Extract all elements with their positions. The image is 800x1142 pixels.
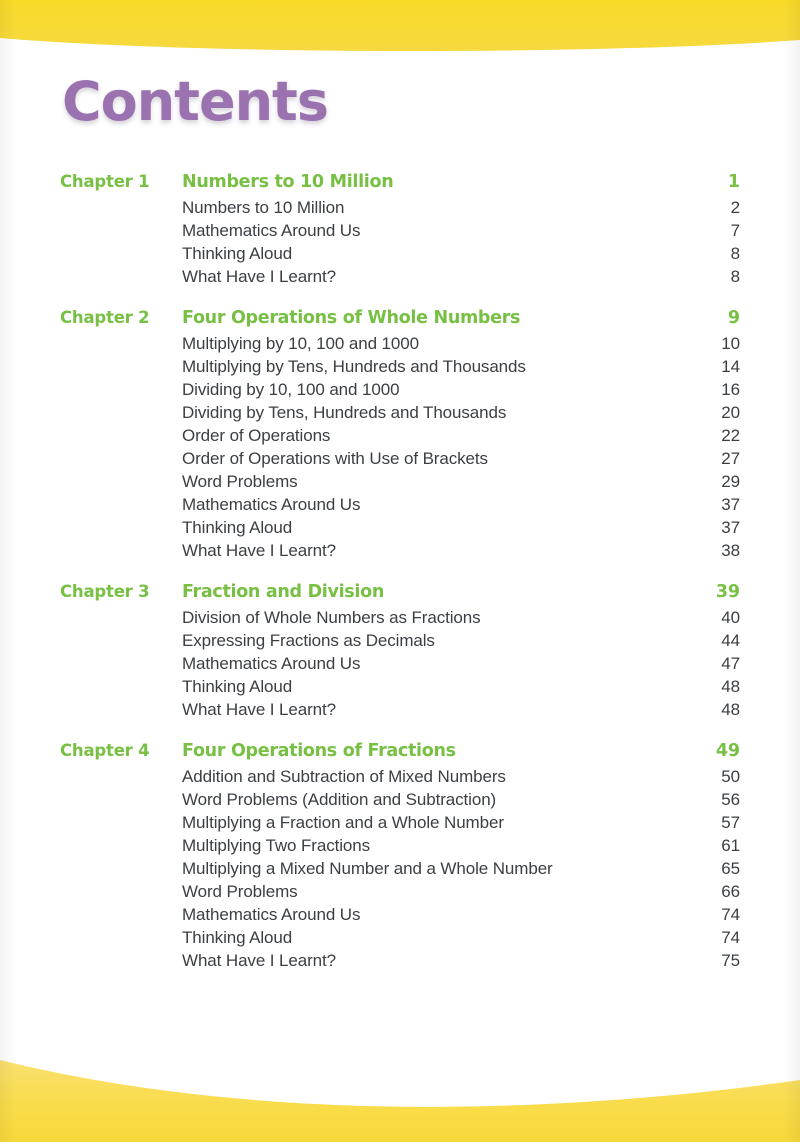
toc-entry-title[interactable]: Multiplying a Fraction and a Whole Number bbox=[182, 813, 504, 832]
toc-entry-page-number: 48 bbox=[721, 677, 740, 696]
chapter-title[interactable]: Four Operations of Whole Numbers bbox=[182, 308, 521, 328]
toc-entry-page-number: 22 bbox=[721, 426, 740, 445]
toc-entry-title[interactable]: Multiplying by Tens, Hundreds and Thousands bbox=[182, 357, 526, 376]
toc-entry-title[interactable]: Order of Operations with Use of Brackets bbox=[182, 449, 488, 468]
chapter-block bbox=[60, 172, 740, 290]
toc-entry-row[interactable] bbox=[60, 472, 740, 495]
toc-entry-title[interactable]: Thinking Aloud bbox=[182, 244, 293, 263]
chapter-page-number: 49 bbox=[715, 741, 740, 761]
toc-entry-page-number: 66 bbox=[721, 882, 740, 901]
toc-entry-page-number: 61 bbox=[721, 836, 740, 855]
toc-entry-row[interactable] bbox=[60, 426, 740, 449]
toc-entry-row[interactable] bbox=[60, 859, 740, 882]
chapter-heading-row[interactable] bbox=[60, 582, 740, 608]
toc-entry-row[interactable] bbox=[60, 244, 740, 267]
chapter-label: Chapter 2 bbox=[60, 308, 150, 327]
toc-entry-page-number: 16 bbox=[721, 380, 740, 399]
toc-entry-page-number: 75 bbox=[721, 951, 740, 970]
toc-entry-title[interactable]: Word Problems bbox=[182, 472, 298, 491]
toc-entry-title[interactable]: Order of Operations bbox=[182, 426, 331, 445]
toc-entry-page-number: 74 bbox=[721, 905, 740, 924]
toc-entry-page-number: 48 bbox=[721, 700, 740, 719]
toc-entry-title[interactable]: Mathematics Around Us bbox=[182, 495, 361, 514]
toc-entry-row[interactable] bbox=[60, 221, 740, 244]
toc-entry-page-number: 14 bbox=[721, 357, 740, 376]
toc-entry-title[interactable]: Mathematics Around Us bbox=[182, 905, 361, 924]
chapter-label: Chapter 1 bbox=[60, 172, 150, 191]
toc-entry-row[interactable] bbox=[60, 654, 740, 677]
toc-entry-title[interactable]: Word Problems bbox=[182, 882, 298, 901]
toc-entry-page-number: 38 bbox=[721, 541, 740, 560]
toc-entry-page-number: 8 bbox=[730, 267, 740, 286]
toc-entry-row[interactable] bbox=[60, 380, 740, 403]
toc-entry-row[interactable] bbox=[60, 928, 740, 951]
page-title-text: Contents bbox=[62, 70, 329, 133]
toc-entry-title[interactable]: Multiplying by 10, 100 and 1000 bbox=[182, 334, 419, 353]
toc-entry-title[interactable]: Dividing by Tens, Hundreds and Thousands bbox=[182, 403, 507, 422]
chapter-label: Chapter 3 bbox=[60, 582, 150, 601]
toc-entry-row[interactable] bbox=[60, 790, 740, 813]
toc-entry-title[interactable]: What Have I Learnt? bbox=[182, 700, 337, 719]
toc-entry-title[interactable]: Thinking Aloud bbox=[182, 928, 293, 947]
toc-entry-row[interactable] bbox=[60, 334, 740, 357]
toc-entry-title[interactable]: Thinking Aloud bbox=[182, 518, 293, 537]
chapter-block bbox=[60, 308, 740, 564]
toc-entry-page-number: 29 bbox=[721, 472, 740, 491]
chapter-page-number: 9 bbox=[727, 308, 740, 328]
toc-entry-title[interactable]: Addition and Subtraction of Mixed Numbers bbox=[182, 767, 506, 786]
toc-entry-row[interactable] bbox=[60, 905, 740, 928]
toc-entry-page-number: 56 bbox=[721, 790, 740, 809]
toc-entry-page-number: 40 bbox=[721, 608, 740, 627]
chapter-heading-row[interactable] bbox=[60, 308, 740, 334]
toc-entry-page-number: 7 bbox=[730, 221, 740, 240]
toc-entry-row[interactable] bbox=[60, 951, 740, 974]
toc-entry-row[interactable] bbox=[60, 357, 740, 380]
chapter-block bbox=[60, 741, 740, 974]
toc-entry-page-number: 2 bbox=[730, 198, 740, 217]
chapter-page-number: 39 bbox=[715, 582, 740, 602]
toc-entry-title[interactable]: Thinking Aloud bbox=[182, 677, 293, 696]
toc-entry-title[interactable]: Multiplying Two Fractions bbox=[182, 836, 371, 855]
toc-entry-row[interactable] bbox=[60, 495, 740, 518]
toc-entry-page-number: 47 bbox=[721, 654, 740, 673]
top-yellow-band bbox=[0, 0, 800, 60]
toc-entry-title[interactable]: What Have I Learnt? bbox=[182, 541, 337, 560]
chapter-label: Chapter 4 bbox=[60, 741, 150, 760]
chapter-page-number: 1 bbox=[727, 172, 740, 192]
toc-entry-title[interactable]: Multiplying a Mixed Number and a Whole Number bbox=[182, 859, 553, 878]
toc-entry-row[interactable] bbox=[60, 767, 740, 790]
toc-entry-page-number: 74 bbox=[721, 928, 740, 947]
toc-entry-row[interactable] bbox=[60, 403, 740, 426]
toc-entry-row[interactable] bbox=[60, 631, 740, 654]
toc-entry-row[interactable] bbox=[60, 700, 740, 723]
toc-entry-row[interactable] bbox=[60, 518, 740, 541]
toc-entry-title[interactable]: What Have I Learnt? bbox=[182, 267, 337, 286]
toc-entry-row[interactable] bbox=[60, 608, 740, 631]
toc-entry-title[interactable]: Word Problems (Addition and Subtraction) bbox=[182, 790, 497, 809]
toc-entry-page-number: 57 bbox=[721, 813, 740, 832]
toc-entry-page-number: 20 bbox=[721, 403, 740, 422]
toc-entry-title[interactable]: Mathematics Around Us bbox=[182, 654, 361, 673]
table-of-contents bbox=[60, 172, 740, 992]
page-edge-left bbox=[0, 0, 16, 1142]
toc-entry-title[interactable]: Mathematics Around Us bbox=[182, 221, 361, 240]
toc-entry-row[interactable] bbox=[60, 449, 740, 472]
toc-entry-page-number: 50 bbox=[721, 767, 740, 786]
toc-entry-page-number: 44 bbox=[721, 631, 740, 650]
toc-entry-row[interactable] bbox=[60, 882, 740, 905]
chapter-title[interactable]: Numbers to 10 Million bbox=[182, 172, 394, 192]
toc-entry-title[interactable]: Numbers to 10 Million bbox=[182, 198, 345, 217]
toc-entry-page-number: 27 bbox=[721, 449, 740, 468]
toc-entry-title[interactable]: Division of Whole Numbers as Fractions bbox=[182, 608, 481, 627]
toc-entry-row[interactable] bbox=[60, 267, 740, 290]
toc-entry-page-number: 10 bbox=[721, 334, 740, 353]
chapter-heading-row[interactable] bbox=[60, 741, 740, 767]
page-title bbox=[62, 70, 329, 133]
page-edge-right bbox=[784, 0, 800, 1142]
toc-entry-page-number: 8 bbox=[730, 244, 740, 263]
toc-entry-page-number: 37 bbox=[721, 495, 740, 514]
toc-entry-row[interactable] bbox=[60, 541, 740, 564]
chapter-title[interactable]: Fraction and Division bbox=[182, 582, 384, 602]
chapter-block bbox=[60, 582, 740, 723]
toc-entry-page-number: 65 bbox=[721, 859, 740, 878]
toc-entry-title[interactable]: Dividing by 10, 100 and 1000 bbox=[182, 380, 400, 399]
toc-entry-row[interactable] bbox=[60, 836, 740, 859]
bottom-yellow-band bbox=[0, 1032, 800, 1142]
toc-entry-row[interactable] bbox=[60, 677, 740, 700]
chapter-title[interactable]: Four Operations of Fractions bbox=[182, 741, 456, 761]
chapter-heading-row[interactable] bbox=[60, 172, 740, 198]
toc-entry-page-number: 37 bbox=[721, 518, 740, 537]
toc-entry-title[interactable]: What Have I Learnt? bbox=[182, 951, 337, 970]
toc-entry-row[interactable] bbox=[60, 198, 740, 221]
toc-entry-row[interactable] bbox=[60, 813, 740, 836]
toc-entry-title[interactable]: Expressing Fractions as Decimals bbox=[182, 631, 435, 650]
